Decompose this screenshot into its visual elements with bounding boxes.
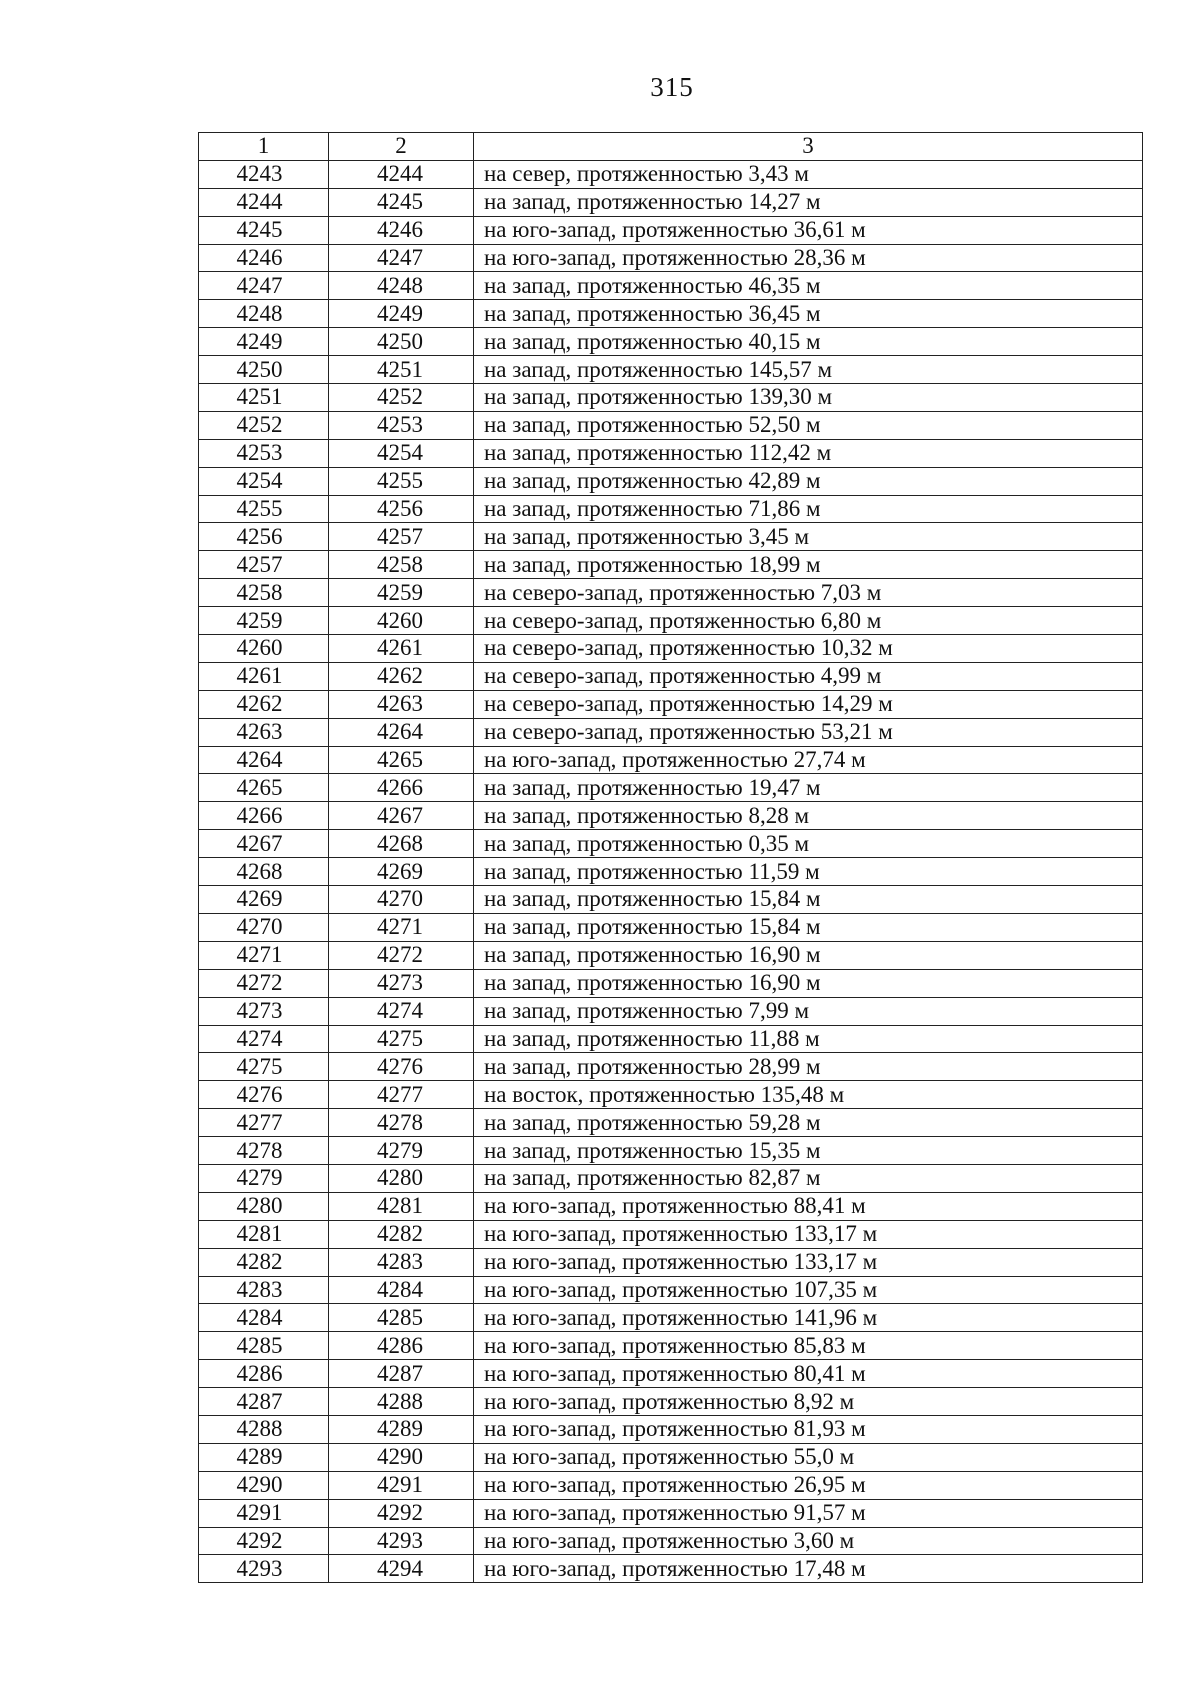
table-row <box>199 1555 1143 1583</box>
direction-distance-cell: на юго-запад, протяженностью 91,57 м <box>474 1499 1143 1527</box>
table-row <box>199 188 1143 216</box>
point-to-cell: 4261 <box>329 635 474 663</box>
table-row <box>199 1025 1143 1053</box>
point-to-cell: 4274 <box>329 997 474 1025</box>
point-to-cell: 4258 <box>329 551 474 579</box>
point-to-cell: 4245 <box>329 188 474 216</box>
table-body <box>199 160 1143 1582</box>
point-to-cell: 4249 <box>329 300 474 328</box>
point-from-cell: 4263 <box>199 718 329 746</box>
point-to-cell: 4275 <box>329 1025 474 1053</box>
point-to-cell: 4292 <box>329 1499 474 1527</box>
direction-distance-cell: на запад, протяженностью 36,45 м <box>474 300 1143 328</box>
table-row <box>199 1471 1143 1499</box>
direction-distance-cell: на запад, протяженностью 28,99 м <box>474 1053 1143 1081</box>
table-row <box>199 690 1143 718</box>
direction-distance-cell: на юго-запад, протяженностью 8,92 м <box>474 1388 1143 1416</box>
direction-distance-cell: на запад, протяженностью 112,42 м <box>474 439 1143 467</box>
point-from-cell: 4283 <box>199 1276 329 1304</box>
table-row <box>199 662 1143 690</box>
point-from-cell: 4244 <box>199 188 329 216</box>
point-from-cell: 4247 <box>199 272 329 300</box>
point-to-cell: 4280 <box>329 1164 474 1192</box>
point-from-cell: 4252 <box>199 411 329 439</box>
point-from-cell: 4254 <box>199 467 329 495</box>
point-from-cell: 4262 <box>199 690 329 718</box>
point-to-cell: 4247 <box>329 244 474 272</box>
table-row <box>199 774 1143 802</box>
table-row <box>199 913 1143 941</box>
table-row <box>199 1081 1143 1109</box>
point-to-cell: 4273 <box>329 969 474 997</box>
table-row <box>199 328 1143 356</box>
direction-distance-cell: на запад, протяженностью 15,84 м <box>474 913 1143 941</box>
table-row <box>199 1109 1143 1137</box>
point-from-cell: 4289 <box>199 1443 329 1471</box>
point-from-cell: 4250 <box>199 356 329 384</box>
direction-distance-cell: на юго-запад, протяженностью 27,74 м <box>474 746 1143 774</box>
point-to-cell: 4251 <box>329 356 474 384</box>
point-to-cell: 4257 <box>329 523 474 551</box>
direction-distance-cell: на северо-запад, протяженностью 53,21 м <box>474 718 1143 746</box>
direction-distance-cell: на юго-запад, протяженностью 17,48 м <box>474 1555 1143 1583</box>
point-from-cell: 4246 <box>199 244 329 272</box>
direction-distance-cell: на юго-запад, протяженностью 133,17 м <box>474 1248 1143 1276</box>
header-col-1: 1 <box>199 133 329 161</box>
boundary-table <box>198 132 1143 1583</box>
point-from-cell: 4268 <box>199 858 329 886</box>
direction-distance-cell: на северо-запад, протяженностью 6,80 м <box>474 607 1143 635</box>
point-from-cell: 4288 <box>199 1415 329 1443</box>
table-row <box>199 997 1143 1025</box>
direction-distance-cell: на запад, протяженностью 46,35 м <box>474 272 1143 300</box>
point-from-cell: 4269 <box>199 886 329 914</box>
point-from-cell: 4248 <box>199 300 329 328</box>
point-from-cell: 4243 <box>199 160 329 188</box>
direction-distance-cell: на запад, протяженностью 11,59 м <box>474 858 1143 886</box>
direction-distance-cell: на запад, протяженностью 40,15 м <box>474 328 1143 356</box>
point-to-cell: 4286 <box>329 1332 474 1360</box>
point-to-cell: 4262 <box>329 662 474 690</box>
point-from-cell: 4275 <box>199 1053 329 1081</box>
table-row <box>199 1360 1143 1388</box>
point-from-cell: 4273 <box>199 997 329 1025</box>
point-to-cell: 4246 <box>329 216 474 244</box>
header-row <box>199 133 1143 161</box>
point-to-cell: 4263 <box>329 690 474 718</box>
table-row <box>199 495 1143 523</box>
point-from-cell: 4293 <box>199 1555 329 1583</box>
point-from-cell: 4265 <box>199 774 329 802</box>
point-from-cell: 4251 <box>199 384 329 412</box>
table-row <box>199 384 1143 412</box>
point-to-cell: 4294 <box>329 1555 474 1583</box>
point-to-cell: 4284 <box>329 1276 474 1304</box>
point-to-cell: 4289 <box>329 1415 474 1443</box>
direction-distance-cell: на северо-запад, протяженностью 10,32 м <box>474 635 1143 663</box>
point-to-cell: 4244 <box>329 160 474 188</box>
table-row <box>199 969 1143 997</box>
table-row <box>199 607 1143 635</box>
point-to-cell: 4285 <box>329 1304 474 1332</box>
point-from-cell: 4271 <box>199 941 329 969</box>
table-row <box>199 523 1143 551</box>
point-to-cell: 4264 <box>329 718 474 746</box>
point-to-cell: 4279 <box>329 1137 474 1165</box>
direction-distance-cell: на юго-запад, протяженностью 81,93 м <box>474 1415 1143 1443</box>
point-to-cell: 4254 <box>329 439 474 467</box>
table-row <box>199 216 1143 244</box>
point-from-cell: 4290 <box>199 1471 329 1499</box>
direction-distance-cell: на юго-запад, протяженностью 88,41 м <box>474 1192 1143 1220</box>
direction-distance-cell: на запад, протяженностью 11,88 м <box>474 1025 1143 1053</box>
point-to-cell: 4281 <box>329 1192 474 1220</box>
table-row <box>199 746 1143 774</box>
direction-distance-cell: на юго-запад, протяженностью 133,17 м <box>474 1220 1143 1248</box>
point-from-cell: 4267 <box>199 830 329 858</box>
table-row <box>199 1388 1143 1416</box>
table-row <box>199 1137 1143 1165</box>
table-row <box>199 160 1143 188</box>
point-to-cell: 4277 <box>329 1081 474 1109</box>
point-from-cell: 4272 <box>199 969 329 997</box>
point-from-cell: 4286 <box>199 1360 329 1388</box>
table-row <box>199 1527 1143 1555</box>
table-row <box>199 1164 1143 1192</box>
table-row <box>199 802 1143 830</box>
point-to-cell: 4293 <box>329 1527 474 1555</box>
point-to-cell: 4283 <box>329 1248 474 1276</box>
direction-distance-cell: на запад, протяженностью 16,90 м <box>474 969 1143 997</box>
point-to-cell: 4268 <box>329 830 474 858</box>
table-row <box>199 551 1143 579</box>
direction-distance-cell: на северо-запад, протяженностью 7,03 м <box>474 579 1143 607</box>
point-from-cell: 4257 <box>199 551 329 579</box>
point-from-cell: 4280 <box>199 1192 329 1220</box>
table-row <box>199 718 1143 746</box>
direction-distance-cell: на юго-запад, протяженностью 36,61 м <box>474 216 1143 244</box>
point-from-cell: 4281 <box>199 1220 329 1248</box>
direction-distance-cell: на запад, протяженностью 19,47 м <box>474 774 1143 802</box>
table-row <box>199 579 1143 607</box>
direction-distance-cell: на запад, протяженностью 15,84 м <box>474 886 1143 914</box>
point-to-cell: 4253 <box>329 411 474 439</box>
point-to-cell: 4255 <box>329 467 474 495</box>
direction-distance-cell: на запад, протяженностью 16,90 м <box>474 941 1143 969</box>
direction-distance-cell: на северо-запад, протяженностью 4,99 м <box>474 662 1143 690</box>
direction-distance-cell: на запад, протяженностью 14,27 м <box>474 188 1143 216</box>
point-to-cell: 4256 <box>329 495 474 523</box>
point-to-cell: 4260 <box>329 607 474 635</box>
direction-distance-cell: на запад, протяженностью 8,28 м <box>474 802 1143 830</box>
direction-distance-cell: на запад, протяженностью 7,99 м <box>474 997 1143 1025</box>
table-row <box>199 635 1143 663</box>
direction-distance-cell: на запад, протяженностью 18,99 м <box>474 551 1143 579</box>
point-from-cell: 4245 <box>199 216 329 244</box>
header-col-2: 2 <box>329 133 474 161</box>
table-row <box>199 300 1143 328</box>
direction-distance-cell: на северо-запад, протяженностью 14,29 м <box>474 690 1143 718</box>
point-from-cell: 4255 <box>199 495 329 523</box>
point-from-cell: 4258 <box>199 579 329 607</box>
table-row <box>199 1220 1143 1248</box>
header-col-3: 3 <box>474 133 1143 161</box>
direction-distance-cell: на юго-запад, протяженностью 3,60 м <box>474 1527 1143 1555</box>
point-to-cell: 4282 <box>329 1220 474 1248</box>
point-to-cell: 4290 <box>329 1443 474 1471</box>
page-number: 315 <box>650 72 694 102</box>
point-to-cell: 4248 <box>329 272 474 300</box>
point-from-cell: 4277 <box>199 1109 329 1137</box>
point-from-cell: 4249 <box>199 328 329 356</box>
table-row <box>199 1332 1143 1360</box>
table-row <box>199 1053 1143 1081</box>
point-from-cell: 4276 <box>199 1081 329 1109</box>
point-to-cell: 4278 <box>329 1109 474 1137</box>
direction-distance-cell: на запад, протяженностью 145,57 м <box>474 356 1143 384</box>
point-to-cell: 4272 <box>329 941 474 969</box>
point-to-cell: 4259 <box>329 579 474 607</box>
point-from-cell: 4278 <box>199 1137 329 1165</box>
table-row <box>199 411 1143 439</box>
table-row <box>199 1192 1143 1220</box>
table-row <box>199 886 1143 914</box>
direction-distance-cell: на запад, протяженностью 71,86 м <box>474 495 1143 523</box>
point-from-cell: 4261 <box>199 662 329 690</box>
direction-distance-cell: на запад, протяженностью 0,35 м <box>474 830 1143 858</box>
table-row <box>199 1276 1143 1304</box>
point-from-cell: 4274 <box>199 1025 329 1053</box>
point-from-cell: 4282 <box>199 1248 329 1276</box>
table-row <box>199 439 1143 467</box>
direction-distance-cell: на запад, протяженностью 52,50 м <box>474 411 1143 439</box>
direction-distance-cell: на запад, протяженностью 139,30 м <box>474 384 1143 412</box>
table-row <box>199 1499 1143 1527</box>
point-to-cell: 4287 <box>329 1360 474 1388</box>
table-row <box>199 244 1143 272</box>
direction-distance-cell: на север, протяженностью 3,43 м <box>474 160 1143 188</box>
point-from-cell: 4284 <box>199 1304 329 1332</box>
direction-distance-cell: на юго-запад, протяженностью 26,95 м <box>474 1471 1143 1499</box>
direction-distance-cell: на запад, протяженностью 59,28 м <box>474 1109 1143 1137</box>
table-row <box>199 1248 1143 1276</box>
point-to-cell: 4266 <box>329 774 474 802</box>
direction-distance-cell: на юго-запад, протяженностью 85,83 м <box>474 1332 1143 1360</box>
point-to-cell: 4271 <box>329 913 474 941</box>
direction-distance-cell: на юго-запад, протяженностью 141,96 м <box>474 1304 1143 1332</box>
point-to-cell: 4252 <box>329 384 474 412</box>
direction-distance-cell: на юго-запад, протяженностью 55,0 м <box>474 1443 1143 1471</box>
table-row <box>199 858 1143 886</box>
point-to-cell: 4265 <box>329 746 474 774</box>
point-from-cell: 4285 <box>199 1332 329 1360</box>
direction-distance-cell: на юго-запад, протяженностью 80,41 м <box>474 1360 1143 1388</box>
table-row <box>199 1443 1143 1471</box>
direction-distance-cell: на запад, протяженностью 3,45 м <box>474 523 1143 551</box>
point-from-cell: 4260 <box>199 635 329 663</box>
point-to-cell: 4250 <box>329 328 474 356</box>
point-to-cell: 4267 <box>329 802 474 830</box>
point-to-cell: 4291 <box>329 1471 474 1499</box>
point-to-cell: 4270 <box>329 886 474 914</box>
point-from-cell: 4287 <box>199 1388 329 1416</box>
point-from-cell: 4259 <box>199 607 329 635</box>
point-from-cell: 4279 <box>199 1164 329 1192</box>
point-from-cell: 4266 <box>199 802 329 830</box>
direction-distance-cell: на юго-запад, протяженностью 28,36 м <box>474 244 1143 272</box>
table-row <box>199 830 1143 858</box>
point-to-cell: 4288 <box>329 1388 474 1416</box>
point-from-cell: 4291 <box>199 1499 329 1527</box>
point-from-cell: 4292 <box>199 1527 329 1555</box>
point-from-cell: 4256 <box>199 523 329 551</box>
table-row <box>199 1304 1143 1332</box>
direction-distance-cell: на запад, протяженностью 42,89 м <box>474 467 1143 495</box>
direction-distance-cell: на восток, протяженностью 135,48 м <box>474 1081 1143 1109</box>
table-row <box>199 467 1143 495</box>
table-row <box>199 356 1143 384</box>
point-from-cell: 4253 <box>199 439 329 467</box>
point-to-cell: 4276 <box>329 1053 474 1081</box>
table-row <box>199 1415 1143 1443</box>
point-to-cell: 4269 <box>329 858 474 886</box>
direction-distance-cell: на юго-запад, протяженностью 107,35 м <box>474 1276 1143 1304</box>
direction-distance-cell: на запад, протяженностью 15,35 м <box>474 1137 1143 1165</box>
point-from-cell: 4264 <box>199 746 329 774</box>
direction-distance-cell: на запад, протяженностью 82,87 м <box>474 1164 1143 1192</box>
table-row <box>199 272 1143 300</box>
table-row <box>199 941 1143 969</box>
point-from-cell: 4270 <box>199 913 329 941</box>
